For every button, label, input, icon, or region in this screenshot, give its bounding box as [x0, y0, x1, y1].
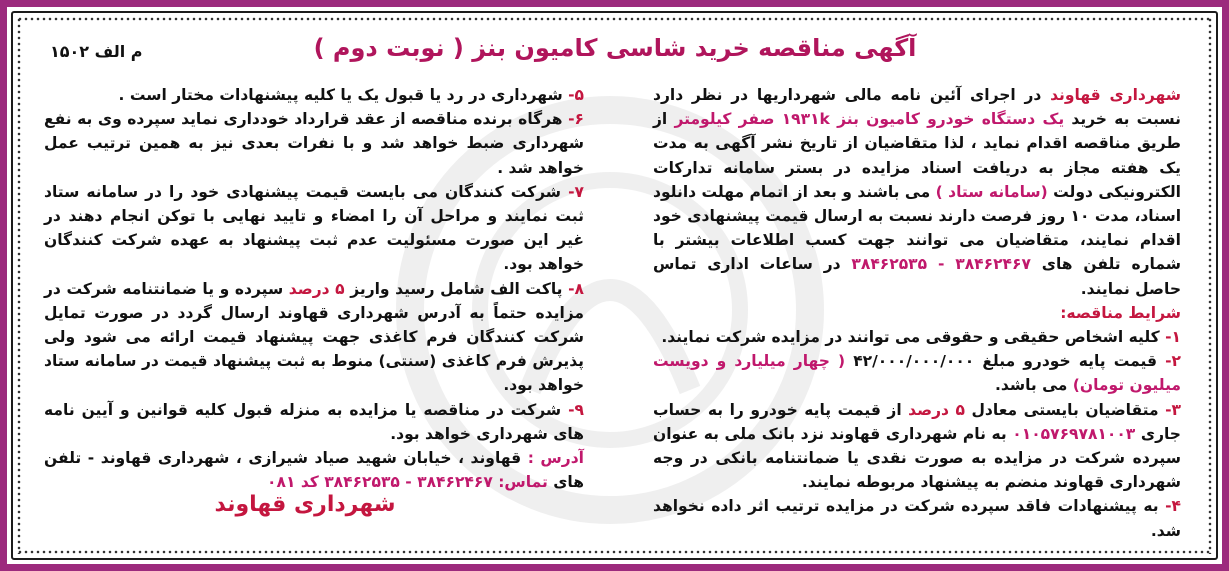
right-column — [653, 83, 1181, 543]
setad-system: (سامانه ستاد ) — [935, 182, 1048, 201]
condition-5: ۵- شهرداری در رد یا قبول یک یا کلیه پیشنهادات مختار است . — [118, 86, 584, 104]
left-column — [44, 83, 584, 494]
dotted-border-bottom — [17, 550, 1212, 554]
dotted-border-left — [17, 17, 21, 554]
conditions-heading: شرایط مناقصه: — [1060, 303, 1181, 322]
address-phones: ۳۸۴۶۲۴۶۷ - ۳۸۴۶۲۵۳۵ کد ۰۸۱ — [267, 473, 499, 492]
condition-4: ۴- به پیشنهادات فاقد سپرده شرکت در مزایده ترتیب اثر داده نخواهد شد. — [653, 497, 1181, 540]
vehicle-spec: یک دستگاه خودرو کامیون بنز ۱۹۳۱k صفر کیلومتر — [674, 110, 1065, 129]
condition-1: ۱- کلیه اشخاص حقیقی و حقوقی می توانند در مزایده شرکت نمایند. — [661, 328, 1181, 347]
dotted-border-right — [1208, 17, 1212, 554]
condition-9: ۹- شرکت در مناقصه یا مزایده به منزله قبول کلیه قوانین و آیین نامه های شهرداری خواهد بود. — [44, 400, 584, 443]
condition-3: ۳- متقاضیان بایستی معادل ۵ درصد از قیمت پایه خودرو را به حساب جاری ۰۱۰۵۷۶۹۷۸۱۰۰۳ به نام شهرداری قهاوند نزد بانک ملی به عنوان سپرده شرکت در مزایده به صورت نقدی یا ضمانتنامه بانکی در وجه شهرداری قهاوند منضم به پیشنهاد مربوطه نمایند. — [653, 400, 1181, 492]
address: آدرس : قهاوند ، خیابان شهید صیاد شیرازی ، شهرداری قهاوند - تلفن های تماس: ۳۸۴۶۲۴۶۷ - ۳۸۴۶۲۵۳۵ کد ۰۸۱ — [44, 449, 584, 492]
condition-6: ۶- هرگاه برنده مناقصه از عقد قرارداد خودداری نماید سپرده وی به نفع شهرداری ضبط خواهد شد و با نفرات بعدی نیز به همین ترتیب عمل خواهد شد . — [44, 110, 584, 177]
condition-7: ۷- شرکت کنندگان می بایست قیمت پیشنهادی خود را در سامانه ستاد ثبت نمایند و مراحل آن را امضاء و تایید نهایی با توکن انجام دهند در غیر این صورت مسئولیت عدم ثبت پیشنهاد به عهده شرکت کنندگان خواهد بود. — [44, 182, 584, 274]
org-name: شهرداری قهاوند — [1050, 86, 1181, 104]
condition-2: ۲- قیمت پایه خودرو مبلغ ۴۲/۰۰۰/۰۰۰/۰۰۰ ( چهار میلیارد و دویست میلیون تومان) می باشد. — [653, 352, 1181, 395]
intro-phones: ۳۸۴۶۲۴۶۷ - ۳۸۴۶۲۵۳۵ — [851, 255, 1031, 274]
signature: شهرداری قهاوند — [214, 492, 396, 517]
notice-code: م الف ۱۵۰۲ — [50, 42, 143, 61]
intro-paragraph: شهرداری قهاوند در اجرای آئین نامه مالی شهرداریها در نظر دارد نسبت به خرید یک دستگاه خودرو کامیون بنز ۱۹۳۱k صفر کیلومتر از طریق مناقصه اقدام نماید ، لذا متقاضیان از تاریخ نشر آگهی به مدت یک هفته مجاز به دریافت اسناد مزایده در بستر سامانه تدارکات الکترونیکی دولت (سامانه ستاد ) می باشند و بعد از اتمام مهلت دانلود اسناد، مدت ۱۰ روز فرصت دارند نسبت به ارسال قیمت پیشنهادی خود اقدام نمایند، متقاضیان می توانند جهت کسب اطلاعات بیشتر با شماره تلفن های ۳۸۴۶۲۴۶۷ - ۳۸۴۶۲۵۳۵ در ساعات اداری تماس حاصل نمایند. — [653, 86, 1182, 298]
dotted-border-top — [17, 17, 1212, 21]
notice-title: آگهی مناقصه خرید شاسی کامیون بنز ( نوبت دوم ) — [313, 34, 917, 62]
condition-8: ۸- پاکت الف شامل رسید واریز ۵ درصد سپرده و یا ضمانتنامه شرکت در مزایده حتماً به آدرس شهرداری قهاوند ارسال گردد در صورت تمایل شرکت کنندگان فرم کاغذی جهت پیشنهاد قیمت ارائه می شود ولی پذیرش فرم کاغذی (سنتی) منوط به ثبت پیشنهاد قیمت در سامانه ستاد خواهد بود. — [44, 279, 584, 395]
